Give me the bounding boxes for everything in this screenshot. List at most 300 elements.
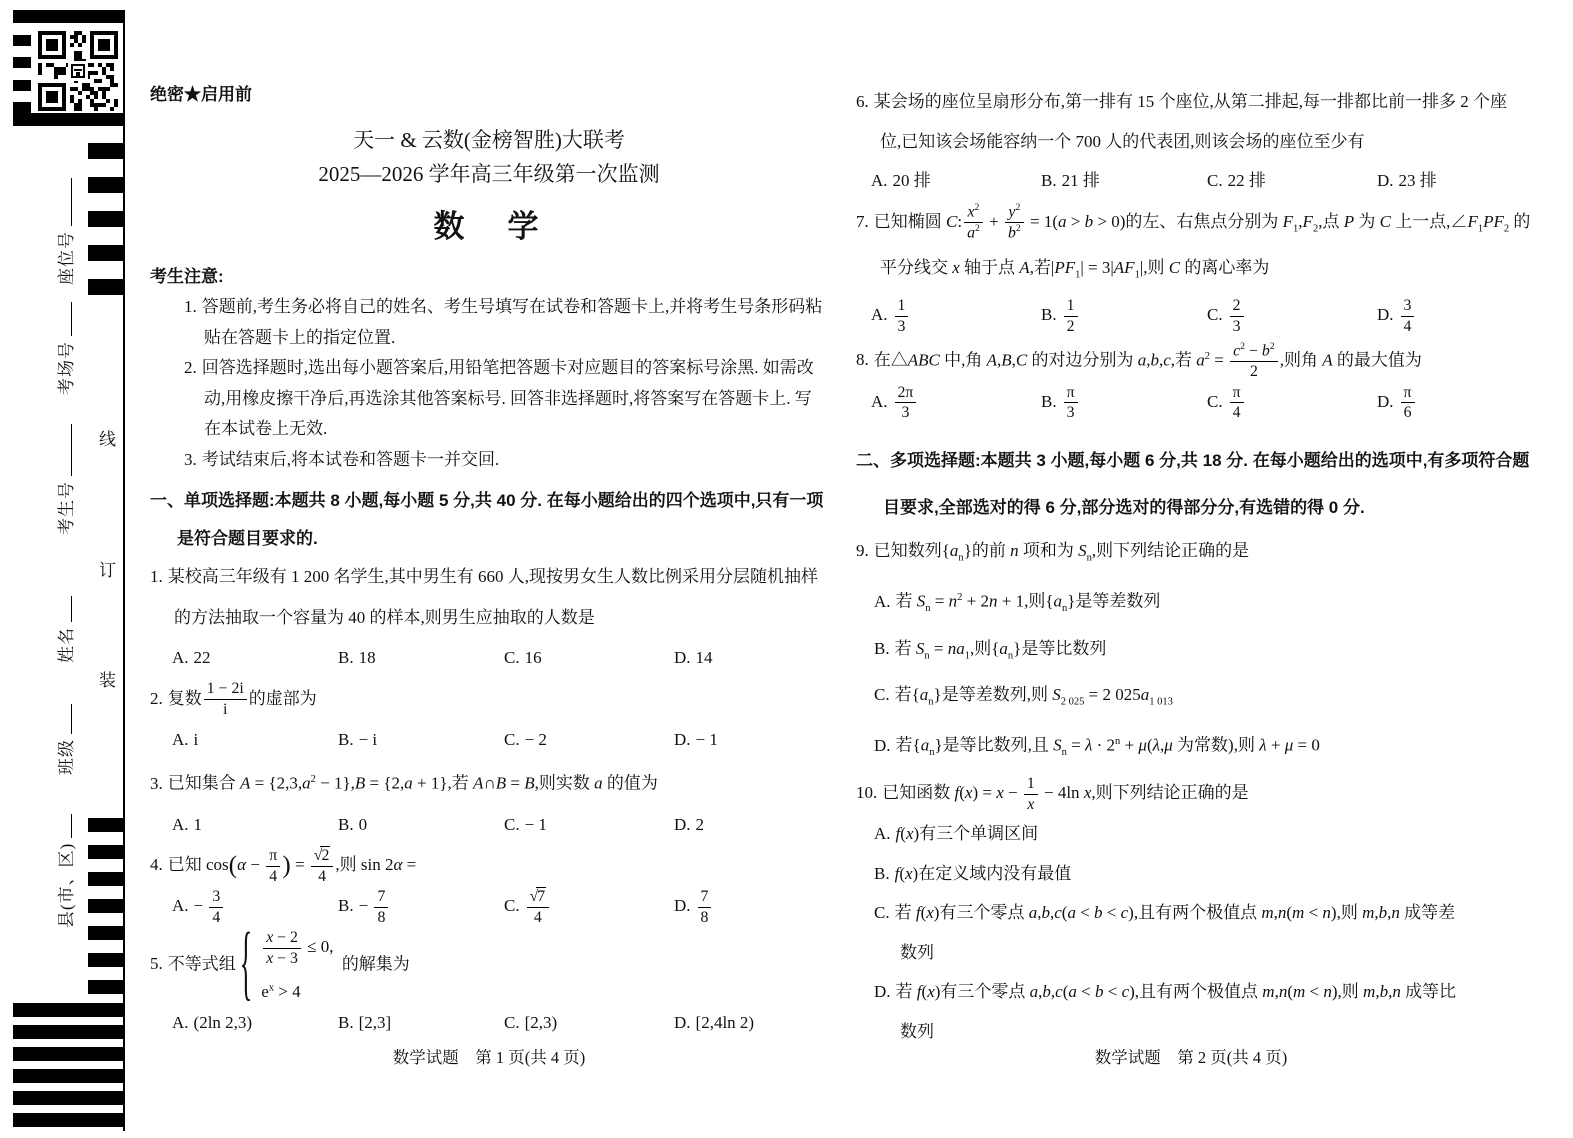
binding-border-line <box>123 10 125 1131</box>
math-var: PF <box>1054 258 1076 278</box>
option-A: A. 22 <box>172 648 211 667</box>
math-var: a <box>1053 591 1062 611</box>
option-label: D. <box>874 736 891 756</box>
numerator: $c^2 - b^2$ <box>1230 341 1278 362</box>
option-D <box>1377 295 1526 336</box>
math-var: μ <box>1284 736 1294 756</box>
math-var: a <box>967 224 975 242</box>
option-A: A. 1 <box>172 814 203 834</box>
binding-char-装: 装 <box>99 671 116 690</box>
question-7 <box>856 202 1531 337</box>
numerator: 3 <box>209 887 223 908</box>
math-var: n <box>1010 541 1019 561</box>
math-var: n <box>948 591 958 611</box>
math-var: x <box>926 903 934 923</box>
option-B: B. − $\frac{7}{8}$ <box>338 886 504 927</box>
option-C <box>1207 295 1377 336</box>
sqrt-expression: √7 <box>529 888 546 906</box>
math-var: b <box>1150 350 1159 370</box>
question-line: 10. 已知函数 f(x) = x − $\frac{1}{x}$ − 4ln x,则下列结论正确的是 <box>856 774 1249 813</box>
option-D: D. 若 f(x)有三个零点 a,b,c(a < b < c),且有两个极值点 m,n(m < n),则 m,b,n 成等比 <box>874 982 1457 1002</box>
math-var: n <box>1392 982 1401 1002</box>
math-var: S <box>1053 736 1062 756</box>
fill-in-blank <box>53 302 72 336</box>
fraction <box>266 846 280 887</box>
binding-char-订: 订 <box>99 561 116 580</box>
option-label: C. <box>504 648 520 667</box>
math-var: b <box>1094 982 1104 1002</box>
option-C: C. − 2 <box>504 729 547 749</box>
option-label: C. <box>504 896 520 916</box>
option-C: 数列 <box>900 942 934 962</box>
questions-9-10 <box>856 531 1526 1051</box>
math-var: m <box>1362 903 1375 923</box>
section-2-line1: 二、多项选择题:本题共 3 小题,每小题 6 分,共 18 分. 在每小题给出的选项中,有多项符合题 <box>856 451 1530 471</box>
math-var: x <box>1027 795 1035 813</box>
math-var: f <box>895 824 901 844</box>
notice-heading: 考生注意: <box>150 267 224 286</box>
math-var: x <box>905 863 913 883</box>
denominator: 4 <box>269 867 278 885</box>
numerator: π <box>1401 383 1415 404</box>
math-var: a <box>1029 982 1039 1002</box>
fraction <box>1024 774 1038 815</box>
numerator: 1 <box>1064 296 1078 317</box>
option-label: B. <box>338 814 354 834</box>
math-var: x <box>1083 782 1092 802</box>
math-var: C <box>1168 258 1181 278</box>
question-line: 8. 在△ABC 中,角 A,B,C 的对边分别为 a,b,c,若 $a^2$ = $\frac{c^2 - b^2}{2}$ ,则角 A 的最大值为 <box>856 341 1422 381</box>
exam-title-line2: 2025—2026 学年高三年级第一次监测 <box>318 162 660 186</box>
option-D <box>1377 382 1526 423</box>
math-var: x <box>952 258 960 278</box>
math-var: n <box>1278 982 1288 1002</box>
math-var: x <box>964 782 973 802</box>
fraction <box>311 846 334 887</box>
numerator <box>527 887 550 908</box>
question-number: 5. <box>150 954 163 974</box>
candidate-notices <box>150 292 828 475</box>
fraction <box>1064 383 1078 424</box>
option-label: C. <box>504 1013 520 1033</box>
math-var: a <box>404 774 413 794</box>
math-var: S <box>915 638 925 658</box>
option-A: A. 若 $S_n = n^2 + 2n + 1$,则$\{a_n\}$是等差数列 <box>874 591 1161 615</box>
math-var: a <box>1196 350 1205 370</box>
denominator: 8 <box>700 908 709 926</box>
option-B: B. 21 排 <box>1041 171 1100 190</box>
fill-in-blank <box>53 704 72 734</box>
math-var: n <box>1277 903 1287 923</box>
math-var: x <box>996 782 1004 802</box>
math-var: B <box>354 774 366 794</box>
math-var: C <box>946 211 958 231</box>
math-var: b <box>1042 982 1051 1002</box>
option-label: B. <box>338 896 354 916</box>
option-B: B. − i <box>338 729 378 749</box>
option-label: A. <box>172 729 189 749</box>
page-2-footer: 数学试题 第 2 页(共 4 页) <box>1094 1048 1288 1067</box>
option-label: B. <box>1041 391 1057 411</box>
question-10 <box>856 773 1526 1051</box>
option-label: D. <box>874 982 891 1002</box>
question-number: 4. <box>150 855 163 875</box>
notice-line: 1. 答题前,考生务必将自己的姓名、考生号填写在试卷和答题卡上,并将考生号条形码粘 <box>184 297 823 316</box>
math-var: S <box>1078 541 1087 561</box>
questions-6-8 <box>856 82 1531 423</box>
math-var: f <box>894 863 900 883</box>
strip-label-姓名: 姓名 <box>52 600 76 663</box>
fill-in-blank <box>53 814 72 838</box>
inequality-system: { $\frac{x - 2}{x - 3}$ ≤ 0, $e^x > 4$ <box>240 928 334 1004</box>
numerator: π <box>1064 383 1078 404</box>
math-var: μ <box>1138 736 1147 756</box>
numerator: 7 <box>698 887 712 908</box>
question-line: 1. 某校高三年级有 1 200 名学生,其中男生有 660 人,现按男女生人数比例采用分层随机抽样 <box>150 567 818 586</box>
question-line: 平分线交 x 轴于点 A,若$|PF_1| = 3|AF_1|$,则 C 的离心率为 <box>880 258 1270 281</box>
question-1 <box>150 557 828 679</box>
question-5 <box>150 916 828 1044</box>
denominator: i <box>223 701 228 719</box>
denominator: $b^2$ <box>1007 223 1021 242</box>
math-var: S <box>916 591 926 611</box>
denominator: 4 <box>1232 404 1241 422</box>
section-1-line2: 是符合题目要求的. <box>177 529 318 548</box>
math-var: a <box>302 774 311 794</box>
math-var: y <box>1008 203 1016 221</box>
option-C: C. 若 f(x)有三个零点 a,b,c(a < b < c),且有两个极值点 m,n(m < n),则 m,b,n 成等差 <box>874 903 1456 923</box>
question-number: 3. <box>150 774 163 794</box>
math-var: a <box>594 774 603 794</box>
notice-line: 2. 回答选择题时,选出每小题答案后,用铅笔把答题卡对应题目的答案标号涂黑. 如需改 <box>184 358 814 377</box>
option-B: B. f(x)在定义域内没有最值 <box>874 863 1072 883</box>
exam-title-line1: 天一 & 云数(金榜智胜)大联考 <box>353 128 625 152</box>
math-var: A <box>1019 258 1030 278</box>
option-C <box>1207 382 1377 423</box>
numerator: 1 <box>1024 774 1038 795</box>
math-var: m <box>1262 982 1275 1002</box>
notice-line: 动,用橡皮擦干净后,再选涂其他答案标号. 回答非选择题时,将答案写在答题卡上. 写 <box>204 388 812 408</box>
math-var: A <box>1322 350 1333 370</box>
math-var: b <box>1041 903 1050 923</box>
fraction <box>374 887 388 928</box>
fill-in-blank <box>53 178 72 226</box>
notice-line: 贴在答题卡上的指定位置. <box>204 327 396 347</box>
math-var: a <box>1058 211 1067 231</box>
option-B: B. [2,3] <box>338 1013 392 1033</box>
numerator <box>311 846 334 867</box>
option-label: C. <box>1207 305 1223 325</box>
options-row <box>150 720 828 761</box>
math-var: b <box>1378 903 1388 923</box>
numerator: π <box>1230 383 1244 404</box>
math-var: P <box>1343 211 1355 231</box>
denominator: 2 <box>1066 317 1075 335</box>
numerator: x − 2 <box>263 928 301 949</box>
fraction <box>1230 296 1244 337</box>
math-var: f <box>954 782 960 802</box>
fraction <box>698 887 712 928</box>
math-var: f <box>916 982 922 1002</box>
math-var: b <box>1084 211 1094 231</box>
option-C: C. [2,3) <box>504 1013 558 1033</box>
option-C: C. − 1 <box>504 814 547 834</box>
math-var: b <box>1094 903 1103 923</box>
option-label: C. <box>1207 391 1223 411</box>
numerator: 1 − 2i <box>204 679 247 700</box>
math-var: A <box>240 774 251 794</box>
section-2-header <box>856 437 1530 531</box>
option-C: C. 16 <box>504 648 542 667</box>
option-label: C. <box>504 814 520 834</box>
math-var: x <box>927 982 935 1002</box>
option-B <box>1041 295 1207 336</box>
option-label: B. <box>338 1013 354 1033</box>
math-var: a <box>1068 982 1077 1002</box>
denominator <box>1024 795 1038 815</box>
notice-number: 3. <box>184 449 197 469</box>
math-var: C <box>1015 350 1028 370</box>
math-var: a <box>999 638 1008 658</box>
question-number: 10. <box>856 782 878 802</box>
math-var: AF <box>1113 258 1135 278</box>
option-label: B. <box>1041 305 1057 325</box>
big-paren: ) <box>282 850 291 880</box>
question-number: 2. <box>150 688 163 708</box>
math-var: n <box>1323 982 1332 1002</box>
math-var: a <box>920 736 930 756</box>
fraction <box>1230 383 1244 424</box>
numerator: 2 <box>1230 296 1244 317</box>
math-var: m <box>1363 982 1376 1002</box>
math-var: x <box>266 949 274 967</box>
notice-line: 在本试卷上无效. <box>204 419 328 438</box>
question-line: 9. 已知数列$\{a_n\}$的前 n 项和为 $S_n$,则下列结论正确的是 <box>856 541 1250 564</box>
denominator: 4 <box>1403 317 1412 335</box>
denominator: 4 <box>533 908 542 926</box>
option-label: B. <box>338 729 354 749</box>
option-label: A. <box>874 824 891 844</box>
math-var: m <box>1261 903 1274 923</box>
big-paren: ( <box>228 850 238 880</box>
math-var: c <box>1054 903 1062 923</box>
denominator: 4 <box>212 908 221 926</box>
page-1 <box>150 82 828 1128</box>
math-var: a <box>1028 903 1038 923</box>
timing-marks-bottom <box>88 818 123 1002</box>
option-label: B. <box>874 638 890 658</box>
question-number: 7. <box>856 211 869 231</box>
registration-mark <box>13 80 31 91</box>
option-label: A. <box>172 896 189 916</box>
denominator: 6 <box>1403 404 1412 422</box>
registration-bar-mid <box>13 113 123 126</box>
numerator: 2π <box>895 383 917 404</box>
qr-code <box>38 31 118 111</box>
fraction <box>964 202 983 243</box>
option-B <box>1041 382 1207 423</box>
notice-number: 1. <box>184 297 197 316</box>
strip-label-县(市、区): 县(市、区) <box>52 796 76 928</box>
math-var: c <box>1233 342 1241 360</box>
question-line: 2. 复数 $\frac{1 - 2i}{i}$ 的虚部为 <box>150 680 317 719</box>
math-var: α <box>393 855 403 875</box>
denominator: 4 <box>318 867 327 885</box>
option-D: D. 23 排 <box>1377 171 1437 190</box>
option-A: A. i <box>172 729 199 749</box>
option-C: C. 22 排 <box>1207 171 1266 190</box>
options-row <box>150 805 828 846</box>
fraction <box>1005 202 1024 243</box>
option-label: D. <box>674 648 691 667</box>
secrecy-label: 绝密★启用前 <box>150 85 252 104</box>
option-D: D. [2,4ln 2) <box>674 1013 755 1033</box>
option-D <box>674 886 828 927</box>
math-var: F <box>1302 211 1313 231</box>
option-D: 数列 <box>900 1021 934 1041</box>
option-A <box>871 295 1041 336</box>
fraction <box>1401 296 1415 337</box>
math-var: F <box>1282 211 1294 231</box>
option-C: C. 若$\{a_n\}$是等差数列,则 $S_{2 025} = 2$ $025a_{1 013}$ <box>874 685 1173 708</box>
numerator: $y^2$ <box>1005 202 1024 223</box>
notice-line: 3. 考试结束后,将本试卷和答题卡一并交回. <box>184 449 500 469</box>
fill-in-blank <box>53 596 72 622</box>
fraction <box>895 383 917 424</box>
option-label: D. <box>674 814 691 834</box>
math-var: m <box>1292 982 1306 1002</box>
section-1-line1: 一、单项选择题:本题共 8 小题,每小题 5 分,共 40 分. 在每小题给出的四个选项中,只有一项 <box>150 491 824 510</box>
denominator: 3 <box>1232 317 1241 335</box>
question-line: 位,已知该会场能容纳一个 700 人的代表团,则该会场的座位至少有 <box>880 131 1365 151</box>
question-number: 1. <box>150 567 163 586</box>
math-var: B <box>1001 350 1012 370</box>
math-var: S <box>1052 685 1061 705</box>
questions-1-5 <box>150 557 828 1044</box>
binding-char-线: 线 <box>99 430 116 449</box>
question-number: 8. <box>856 350 869 370</box>
math-var: na <box>947 638 965 658</box>
question-line: 4. 已知 cos(α − $\frac{\pi}{4}$ ) = $\frac{√2}{4}$ ,则 sin 2α = <box>150 846 417 885</box>
option-label: A. <box>172 1013 189 1033</box>
option-label: A. <box>172 814 189 834</box>
denominator: 3 <box>1066 404 1075 422</box>
fraction <box>527 887 550 928</box>
option-label: A. <box>871 171 888 190</box>
option-label: D. <box>1377 305 1394 325</box>
option-D: D. 若$\{a_n\}$是等比数列,且 $S_n = \lambda \cdot 2^n + \mu(\lambda,\mu$ 为常数),则 λ + μ = 0 <box>874 736 1320 759</box>
page-2 <box>856 82 1531 1128</box>
math-var: x <box>967 203 975 221</box>
math-var: b <box>1261 342 1270 360</box>
math-var: x <box>266 928 274 946</box>
options-row <box>150 638 828 679</box>
denominator: $a^2$ <box>967 223 980 242</box>
question-6 <box>856 82 1526 202</box>
question-number: 9. <box>856 541 869 561</box>
math-var: ABC <box>907 350 940 370</box>
option-D: D. 14 <box>674 648 713 667</box>
question-2 <box>150 679 828 761</box>
math-var: c <box>1163 350 1171 370</box>
math-var: a <box>919 685 929 705</box>
question-8 <box>856 337 1526 424</box>
strip-label-考场号: 考场号 <box>52 297 76 395</box>
math-var: B <box>524 774 535 794</box>
fraction <box>204 679 247 720</box>
section-2-line2: 目要求,全部选对的得 6 分,部分选对的得部分分,有选错的得 0 分. <box>883 498 1365 518</box>
sqrt-expression: √2 <box>313 846 330 864</box>
math-var: λ <box>1259 736 1267 756</box>
math-var: C <box>1379 211 1391 231</box>
denominator: x − 3 <box>266 949 298 967</box>
math-var: n <box>1391 903 1400 923</box>
section-1-header <box>150 481 828 557</box>
option-label: B. <box>874 863 890 883</box>
options-row <box>856 295 1526 336</box>
question-line: 5. 不等式组 { $\frac{x - 2}{x - 3}$ ≤ 0, $e^x > 4$ 的解集为 <box>150 928 828 1004</box>
math-var: m <box>1292 903 1305 923</box>
denominator: 3 <box>901 404 910 422</box>
option-D: D. − 1 <box>674 729 718 749</box>
option-label: B. <box>1041 171 1057 190</box>
subject-title: 数 学 <box>433 209 545 244</box>
denominator: 2 <box>1249 363 1258 381</box>
numerator: 3 <box>1401 296 1415 317</box>
option-B: B. 18 <box>338 648 376 667</box>
timing-marks-top <box>88 143 123 313</box>
math-var: a <box>949 541 959 561</box>
question-line: 7. 已知椭圆 C: $\frac{x^2}{a^2}$ + $\frac{y^2}{b^2}$ = 1(a > b > 0)的左、右焦点分别为 $F_1,F_2$,点 P 为 C 上一点$,\angle F_1PF_2$ 的 <box>856 202 1531 242</box>
timing-marks-footer <box>13 1003 123 1131</box>
brace: { <box>239 916 253 1010</box>
question-3 <box>150 760 828 845</box>
option-label: C. <box>504 729 520 749</box>
option-A <box>871 382 1041 423</box>
option-label: D. <box>1377 391 1394 411</box>
math-var: b <box>1379 982 1389 1002</box>
fraction <box>263 928 301 969</box>
option-label: D. <box>674 1013 691 1033</box>
fraction <box>209 887 223 928</box>
option-A: A. 20 排 <box>871 171 931 190</box>
option-label: A. <box>871 305 888 325</box>
option-label: C. <box>1207 171 1223 190</box>
option-A: A. − $\frac{3}{4}$ <box>172 886 338 927</box>
math-var: μ <box>1164 736 1173 756</box>
math-var: b <box>1007 224 1016 242</box>
math-var: λ <box>1085 736 1093 756</box>
option-B: B. 0 <box>338 814 368 834</box>
registration-mark <box>13 102 31 113</box>
math-var: B <box>495 774 507 794</box>
math-var: λ <box>1152 736 1160 756</box>
question-number: 6. <box>856 92 869 111</box>
math-var: c <box>1120 903 1129 923</box>
fraction <box>1230 341 1278 382</box>
option-label: A. <box>871 391 888 411</box>
option-label: B. <box>338 648 354 667</box>
option-label: A. <box>172 648 189 667</box>
math-var: x <box>905 824 914 844</box>
page-1-footer: 数学试题 第 1 页(共 4 页) <box>392 1048 586 1067</box>
question-9 <box>856 531 1526 773</box>
numerator: $x^2$ <box>964 202 983 223</box>
math-var: A <box>986 350 997 370</box>
registration-mark <box>13 35 31 46</box>
fill-in-blank <box>53 424 72 476</box>
option-label: C. <box>874 685 890 705</box>
